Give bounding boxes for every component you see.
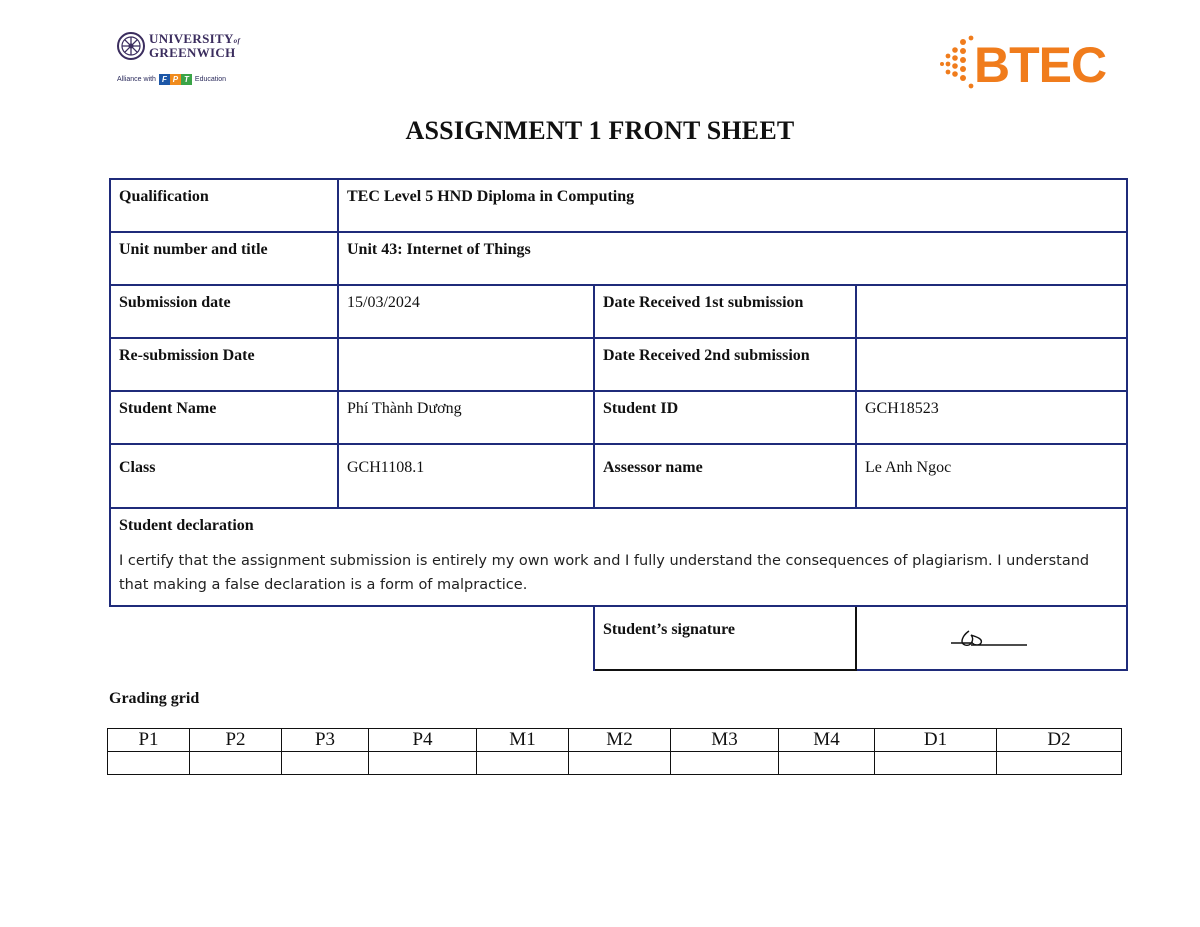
grade-header-m2: M2: [569, 729, 671, 752]
student-name-value: Phí Thành Dương: [338, 391, 594, 444]
grading-value-row: [108, 752, 1122, 775]
signature-label: Student’s signature: [594, 606, 856, 670]
signature-row: [110, 606, 1127, 670]
date-received-2-value: [856, 338, 1127, 391]
grade-value-p3[interactable]: [282, 752, 369, 775]
table-row: [110, 444, 1127, 508]
grade-header-d1: D1: [875, 729, 997, 752]
assessor-label: Assessor name: [594, 444, 856, 508]
resubmission-date-value: [338, 338, 594, 391]
assessor-value: Le Anh Ngoc: [856, 444, 1127, 508]
resubmission-date-label: Re-submission Date: [110, 338, 338, 391]
grade-value-p2[interactable]: [190, 752, 282, 775]
grade-header-p3: P3: [282, 729, 369, 752]
grade-value-m4[interactable]: [779, 752, 875, 775]
page-title: ASSIGNMENT 1 FRONT SHEET: [405, 116, 795, 145]
btec-wordmark: BTEC: [974, 37, 1107, 93]
student-declaration: [110, 508, 1127, 606]
table-row: [110, 179, 1127, 232]
table-row: [110, 391, 1127, 444]
unit-label: Unit number and title: [110, 232, 338, 285]
table-row: [110, 508, 1127, 606]
grade-value-d2[interactable]: [997, 752, 1122, 775]
qualification-value: TEC Level 5 HND Diploma in Computing: [338, 179, 1127, 232]
student-signature-image: [947, 621, 1037, 651]
date-received-2-label: Date Received 2nd submission: [594, 338, 856, 391]
assignment-info-table: [109, 178, 1128, 671]
grade-header-p2: P2: [190, 729, 282, 752]
grade-value-m3[interactable]: [671, 752, 779, 775]
grading-grid-table: [107, 728, 1122, 775]
student-name-label: Student Name: [110, 391, 338, 444]
grade-header-p1: P1: [108, 729, 190, 752]
empty-cell: [110, 606, 594, 670]
grading-header-row: [108, 729, 1122, 752]
declaration-text: I certify that the assignment submission is entirely my own work and I fully understand the consequences of plagiarism. I understand that making a false declaration is a form of malpractice.: [119, 553, 1090, 593]
fpt-icon: F P T: [159, 74, 192, 85]
unit-value: Unit 43: Internet of Things: [338, 232, 1127, 285]
student-id-value: GCH18523: [856, 391, 1127, 444]
fpt-alliance-logo: Alliance with F P T Education: [117, 75, 227, 84]
date-received-1-label: Date Received 1st submission: [594, 285, 856, 338]
grade-value-m2[interactable]: [569, 752, 671, 775]
signature-field[interactable]: [856, 606, 1127, 670]
grade-value-p4[interactable]: [369, 752, 477, 775]
grade-header-m3: M3: [671, 729, 779, 752]
table-row: [110, 338, 1127, 391]
date-received-1-value: [856, 285, 1127, 338]
student-id-label: Student ID: [594, 391, 856, 444]
grade-value-p1[interactable]: [108, 752, 190, 775]
class-value: GCH1108.1: [338, 444, 594, 508]
submission-date-value: 15/03/2024: [338, 285, 594, 338]
table-row: [110, 232, 1127, 285]
declaration-label: Student declaration: [119, 517, 254, 534]
grade-header-d2: D2: [997, 729, 1122, 752]
qualification-label: Qualification: [110, 179, 338, 232]
grade-header-p4: P4: [369, 729, 477, 752]
class-label: Class: [110, 444, 338, 508]
grade-header-m1: M1: [477, 729, 569, 752]
grade-header-m4: M4: [779, 729, 875, 752]
grade-value-m1[interactable]: [477, 752, 569, 775]
grading-grid-label: Grading grid: [109, 690, 200, 707]
greenwich-crest-icon: [117, 32, 145, 60]
submission-date-label: Submission date: [110, 285, 338, 338]
btec-logo: [936, 34, 1126, 94]
university-of-greenwich-logo: UNIVERSITYof GREENWICH Alliance with F P T Education: [117, 32, 257, 94]
table-row: [110, 285, 1127, 338]
grade-value-d1[interactable]: [875, 752, 997, 775]
